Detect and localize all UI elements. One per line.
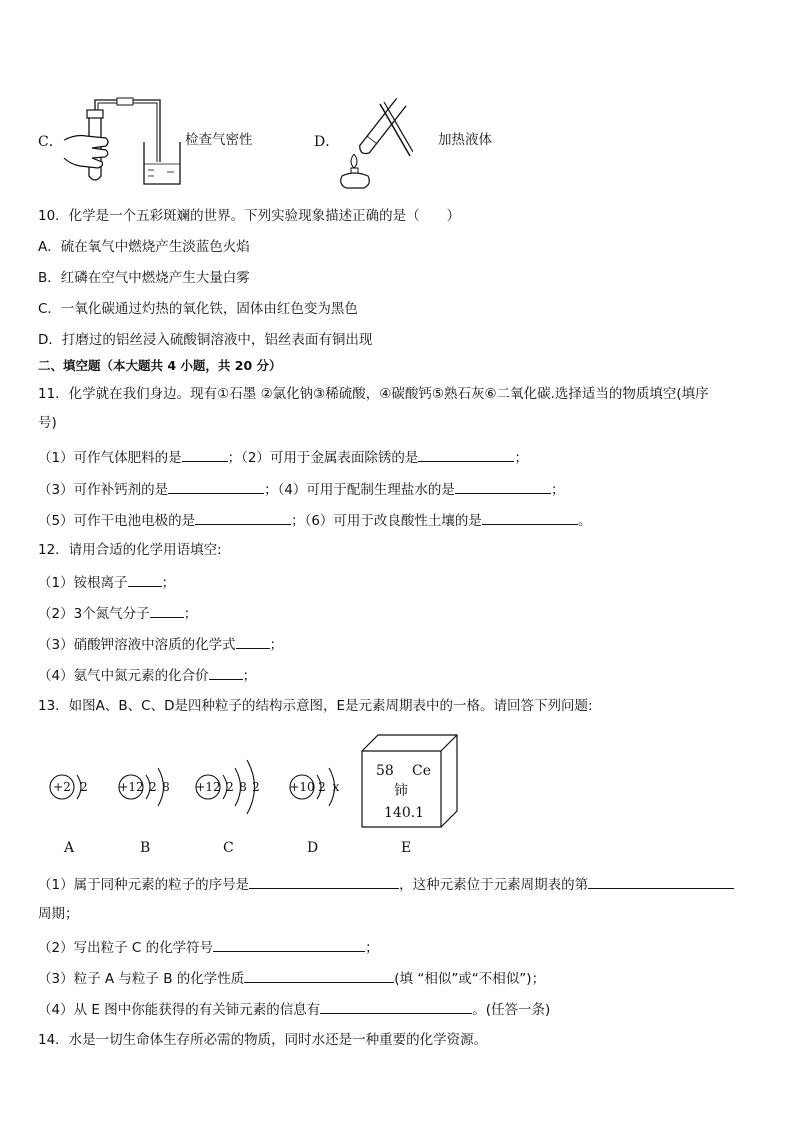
option-c-caption: 检查气密性 — [185, 132, 253, 148]
q10-option-c: C．一氧化碳通过灼热的氧化铁，固体由红色变为黑色 — [38, 301, 358, 317]
punctuation: ； — [365, 940, 379, 956]
q11-row-1 — [38, 447, 528, 467]
shell-electrons: 8 — [239, 780, 247, 794]
shell-electrons: 2 — [226, 780, 234, 794]
shell-electrons: 2 — [252, 780, 260, 794]
answer-blank[interactable] — [482, 510, 578, 525]
atomic-mass: 140.1 — [384, 805, 425, 821]
q11-6-text: ；（6）可用于改良酸性土壤的是 — [291, 513, 482, 529]
figure-label-e: E — [401, 840, 412, 856]
answer-blank[interactable] — [182, 447, 228, 462]
answer-blank[interactable] — [213, 937, 365, 952]
punctuation: ； — [550, 482, 565, 498]
punctuation: ； — [269, 637, 284, 653]
element-name: 铈 — [394, 783, 408, 799]
q14-stem: 14．水是一切生命体生存所必需的物质，同时水还是一种重要的化学资源。 — [38, 1032, 488, 1048]
q13-1-text-b: ，这种元素位于元素周期表的第 — [399, 877, 589, 893]
shell-electrons: 2 — [318, 780, 326, 794]
punctuation: 。 — [577, 513, 592, 529]
q12-item-3 — [38, 634, 283, 654]
nucleus-charge: +10 — [289, 780, 315, 794]
q13-3-note: (填 “相似”或“不相似”)； — [394, 971, 546, 987]
q12-item-text: （4）氨气中氮元素的化合价 — [38, 668, 209, 684]
shell-electrons: 2 — [149, 780, 157, 794]
airtightness-check-figure — [62, 92, 187, 190]
q13-sub-4 — [38, 999, 550, 1019]
q13-1-text: （1）属于同种元素的粒子的序号是 — [38, 877, 250, 893]
q12-item-4 — [38, 665, 256, 685]
atom-a-diagram — [44, 755, 104, 819]
q13-2-text: （2）写出粒子 C 的化学符号 — [38, 940, 214, 956]
figure-label-a: A — [64, 840, 75, 856]
answer-blank[interactable] — [320, 999, 472, 1014]
punctuation: ； — [183, 606, 198, 622]
q10-stem: 10．化学是一个五彩斑斓的世界。下列实验现象描述正确的是（ ） — [38, 208, 461, 224]
q11-2-text: ；（2）可用于金属表面除锈的是 — [227, 450, 419, 466]
q12-item-1 — [38, 572, 175, 592]
option-d-caption: 加热液体 — [438, 132, 492, 148]
nucleus-charge: +12 — [118, 780, 144, 794]
q13-stem: 13．如图A、B、C、D是四种粒子的结构示意图，E是元素周期表中的一格。请回答下列问题: — [38, 698, 593, 714]
answer-blank[interactable] — [236, 634, 270, 649]
answer-blank[interactable] — [418, 447, 514, 462]
answer-blank[interactable] — [588, 874, 734, 889]
shell-electrons: 8 — [162, 780, 170, 794]
answer-blank[interactable] — [244, 968, 394, 983]
q12-stem: 12．请用合适的化学用语填空: — [38, 542, 222, 558]
q13-4-note: 。(任答一条) — [472, 1002, 551, 1018]
q13-4-text: （4）从 E 图中你能获得的有关铈元素的信息有 — [38, 1002, 321, 1018]
atomic-number: 58 — [376, 763, 394, 779]
q13-sub-2 — [38, 937, 379, 957]
punctuation: ； — [161, 575, 176, 591]
answer-blank[interactable] — [168, 479, 264, 494]
answer-blank[interactable] — [209, 665, 243, 680]
figure-label-d: D — [307, 840, 319, 856]
q10-option-b: B．红磷在空气中燃烧产生大量白雾 — [38, 270, 250, 286]
q11-5-text: （5）可作干电池电极的是 — [38, 513, 196, 529]
q12-item-2 — [38, 603, 197, 623]
q11-3-text: （3）可作补钙剂的是 — [38, 482, 169, 498]
atom-c-diagram — [190, 746, 280, 828]
punctuation: ； — [242, 668, 257, 684]
q13-sub-1 — [38, 874, 734, 894]
q11-1-text: （1）可作气体肥料的是 — [38, 450, 182, 466]
q12-item-text: （2）3个氮气分子 — [38, 606, 150, 622]
section-heading: 二、填空题（本大题共 4 小题，共 20 分） — [38, 358, 282, 373]
heating-liquid-figure — [338, 92, 413, 192]
shell-electrons: x — [332, 780, 340, 794]
q13-sub-3 — [38, 968, 545, 988]
periodic-table-cell — [360, 733, 460, 829]
q11-row-2 — [38, 479, 564, 499]
q13-sub-1-cont: 周期； — [38, 906, 79, 922]
option-d-letter: D． — [314, 134, 340, 150]
figure-label-c: C — [223, 840, 234, 856]
answer-blank[interactable] — [195, 510, 291, 525]
q13-3-text: （3）粒子 A 与粒子 B 的化学性质 — [38, 971, 245, 987]
q11-4-text: ；（4）可用于配制生理盐水的是 — [264, 482, 455, 498]
nucleus-charge: +2 — [53, 780, 71, 794]
q10-option-d: D．打磨过的铝丝浸入硫酸铜溶液中，铝丝表面有铜出现 — [38, 332, 373, 348]
answer-blank[interactable] — [455, 479, 551, 494]
q12-item-text: （1）铵根离子 — [38, 575, 128, 591]
element-symbol: Ce — [412, 763, 431, 779]
atom-d-diagram — [284, 750, 364, 824]
answer-blank[interactable] — [150, 603, 184, 618]
punctuation: ； — [514, 450, 528, 466]
q12-item-text: （3）硝酸钾溶液中溶质的化学式 — [38, 637, 236, 653]
answer-blank[interactable] — [249, 874, 399, 889]
q10-option-a: A．硫在氧气中燃烧产生淡蓝色火焰 — [38, 239, 250, 255]
q11-stem-line2: 号) — [38, 415, 57, 431]
q11-stem-line1: 11．化学就在我们身边。现有①石墨 ②氯化钠③稀硫酸，④碳酸钙⑤熟石灰⑥二氧化碳.选择适当的物质填空(填序 — [38, 386, 709, 402]
shell-electrons: 2 — [80, 780, 88, 794]
nucleus-charge: +12 — [195, 780, 221, 794]
q11-row-3 — [38, 510, 591, 530]
option-c-letter: C． — [38, 134, 63, 150]
atom-b-diagram — [113, 750, 193, 824]
answer-blank[interactable] — [128, 572, 162, 587]
figure-label-b: B — [140, 840, 151, 856]
